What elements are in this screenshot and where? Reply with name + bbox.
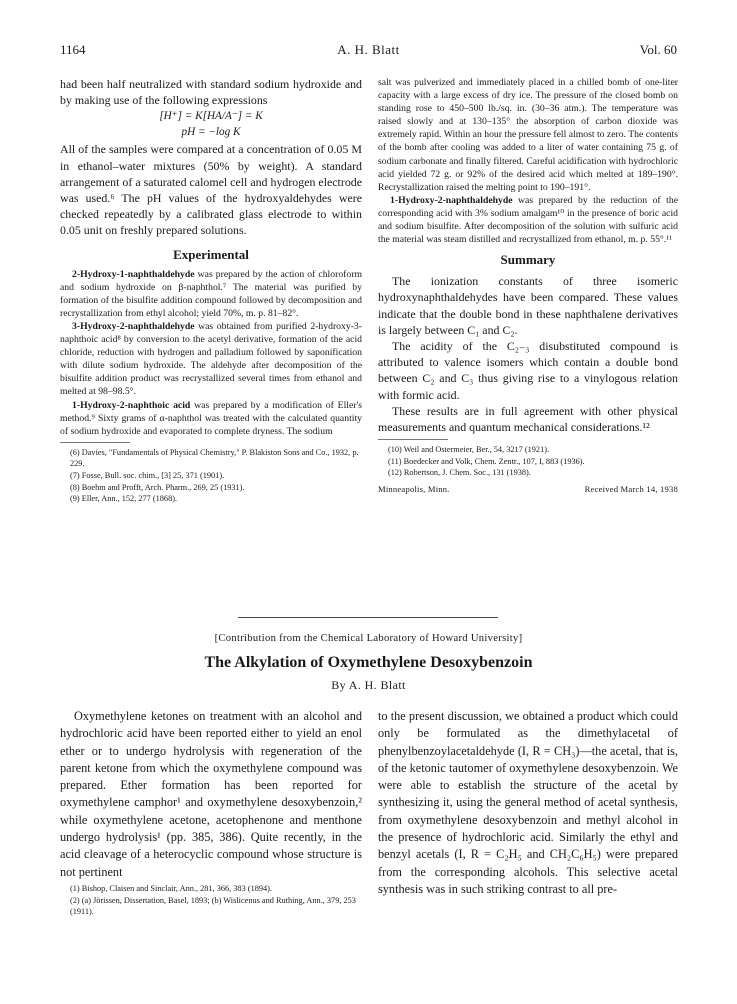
samples-paragraph: All of the samples were compared at a concentration of 0.05 M in ethanol–water mixtures (50% by weight). A standard arrangement of a saturated calomel cell and hydrogen electrode was used.⁶ The pH values of the hydroxyaldehydes were checked repeatedly by a calibrated glass electrode to within 0.05 unit on freshly prepared solutions. bbox=[60, 142, 362, 238]
footnote: (11) Boedecker and Volk, Chem. Zentr., 107, I, 883 (1936). bbox=[388, 456, 585, 466]
bomb-paragraph: salt was pulverized and immediately placed in a chilled bomb of one-liter capacity with a large excess of dry ice. The pressure of the closed bomb on standing rose to 450–500 lb./sq. in. (30–36 atm.). The temperature was raised slowly and at 130–135° the absorption of carbon dioxide was extremely rapid. Within an hour the pressure fell almost to zero. The contents of the bomb after cooling was added to a liter of water containing 75 g. of sodium carbonate and finally filtered. Careful acidification with hydrochloric acid yielded 72 g. or 92% of the desired acid which melted at 189–190°. Recrystallization raised the melting point to 190–191°. bbox=[378, 77, 679, 193]
page-number: 1164 bbox=[60, 42, 86, 57]
running-header bbox=[60, 42, 677, 64]
experimental-text bbox=[60, 268, 362, 438]
article-title: The Alkylation of Oxymethylene Desoxybenzoin bbox=[204, 654, 533, 671]
footnote: (9) Eller, Ann., 152, 277 (1868). bbox=[70, 494, 178, 504]
left-body bbox=[60, 76, 362, 239]
summary-paragraph-1: The ionization constants of three isomeric hydroxynaphthaldehydes have been compared. These values indicate that the double bond in these naphthalene derivatives is largely between C₁ and C₂. bbox=[378, 274, 678, 337]
article-byline: By A. H. Blatt bbox=[331, 678, 406, 692]
left-footnotes bbox=[60, 447, 362, 505]
right-experimental-text bbox=[378, 76, 678, 246]
article-right-column bbox=[378, 708, 678, 898]
summary-paragraph-3: These results are in full agreement with other physical measurements and quantum mechanical considerations.¹² bbox=[378, 403, 678, 435]
exp-paragraph-3: 1-Hydroxy-2-naphthoic acid was prepared by a modification of Eller's method.⁹ Sixty grams of α-naphthol was treated with the calculated quantity of sodium hydroxide and evaporated to complete dryness. The sodium bbox=[60, 399, 362, 437]
article-right-body bbox=[378, 708, 678, 898]
exp-paragraph-2: 3-Hydroxy-2-naphthaldehyde was obtained from purified 2-hydroxy-3-naphthoic acid⁸ by conversion to the acetyl derivative, formation of the acid chloride, reduction with hydrogen and palladium followed by saponification with dilute sodium hydroxide. The aldehyde after decomposition of the bisulfite addition product was recrystallized several times from ethanol and melted at 98–98.5°. bbox=[60, 321, 362, 398]
footnote-rule bbox=[378, 439, 448, 440]
footnote: (8) Boehm and Profft, Arch. Pharm., 269, 25 (1931). bbox=[70, 482, 245, 492]
received-date: Received March 14, 1938 bbox=[584, 484, 678, 495]
exp-paragraph-1: 2-Hydroxy-1-naphthaldehyde was prepared by the action of chloroform and sodium hydroxide on β-naphthol.⁷ The material was purified by formation of the bisulfite addition compound followed by decomposition and recrystallization from ethyl alcohol; yield 70%, m. p. 81–82°. bbox=[60, 268, 362, 319]
running-author: A. H. Blatt bbox=[337, 42, 400, 57]
article-footnotes bbox=[60, 883, 362, 918]
footnote: (10) Weil and Ostermeier, Ber., 54, 3217 (1921). bbox=[388, 445, 550, 455]
article-continuation-paragraph: to the present discussion, we obtained a product which could only be formulated as the dimethylacetal of phenylbenzoylacetaldehyde (I, R = CH₃)—the acetal, that is, of the ketonic tautomer of oxymethylene desoxybenzoin. We were able to establish the structure of the acetal by synthesizing it, using the general method of acetal synthesis, from oxymethylene desoxybenzoin and methyl alcohol in the presence of hydrochloric acid. Similarly the ethyl and benzyl acetals (I, R = C₂H₅ and CH₂C₆H₅) were prepared from the corresponding alcohols. This selective acetal synthesis was in such striking contrast to all pre- bbox=[378, 709, 678, 896]
footnote: (6) Davies, "Fundamentals of Physical Chemistry," P. Blakiston Sons and Co., 1932, p. 229. bbox=[70, 447, 359, 469]
footnote-rule bbox=[60, 442, 130, 443]
contribution-line: [Contribution from the Chemical Laboratory of Howard University] bbox=[214, 633, 523, 644]
right-column bbox=[378, 76, 678, 494]
summary-paragraph-2: The acidity of the C₂₋₃ disubstituted compound is attributed to valence isomers which contain a double bond between C₂ and C₃ thus giving rise to a vinylogous relation with formic acid. bbox=[378, 339, 678, 402]
signature-line bbox=[378, 484, 678, 494]
footnote: (2) (a) Jörissen, Dissertation, Basel, 1893; (b) Wislicenus and Ruthing, Ann., 379, 253 (1911). bbox=[70, 895, 356, 917]
experimental-heading: Experimental bbox=[173, 246, 249, 262]
summary-body bbox=[378, 273, 678, 435]
article-left-body bbox=[60, 708, 362, 881]
right-footnotes bbox=[378, 444, 678, 479]
equation-hydrogen-ion: [H⁺] = K[HA/A⁻] = K bbox=[159, 110, 263, 123]
location: Minneapolis, Minn. bbox=[378, 484, 450, 495]
left-column bbox=[60, 76, 362, 505]
volume-label: Vol. 60 bbox=[639, 42, 677, 57]
exp-paragraph-4: 1-Hydroxy-2-naphthaldehyde was prepared by the reduction of the corresponding acid with 3% sodium amalgam¹⁰ in the presence of boric acid and sodium bisulfite. After decomposition of the solution with sulfuric acid the material was steam distilled and recrystallized from ethanol, m. p. 55°.¹¹ bbox=[378, 194, 678, 246]
footnote: (7) Fosse, Bull. soc. chim., [3] 25, 371 (1901). bbox=[70, 471, 225, 481]
footnote: (12) Robertson, J. Chem. Soc., 131 (1938). bbox=[388, 468, 531, 478]
footnote: (1) Bishop, Claisen and Sinclair, Ann., 281, 366, 383 (1894). bbox=[70, 883, 273, 893]
continuation-paragraph: had been half neutralized with standard sodium hydroxide and by making use of the following expressions bbox=[60, 77, 362, 108]
summary-heading: Summary bbox=[500, 252, 556, 268]
equation-ph: pH = −log K bbox=[181, 126, 241, 139]
article-separator bbox=[238, 617, 498, 618]
article-left-column bbox=[60, 708, 362, 918]
article-intro-paragraph: Oxymethylene ketones on treatment with an alcohol and hydrochloric acid have been reported either to yield an enol ether or to undergo hydrolysis with regeneration of the parent ketone from which the oxymethylene compound was prepared. Ether formation has been reported for oxymethylene camphor¹ and oxymethylene desoxybenzoin,² while oxymethylene acetone, acetophenone and menthone undergo hydrolysis¹ (pp. 385, 386). Quite recently, in the acid cleavage of a heterocyclic compound whose structure is not pertinent bbox=[60, 709, 362, 879]
